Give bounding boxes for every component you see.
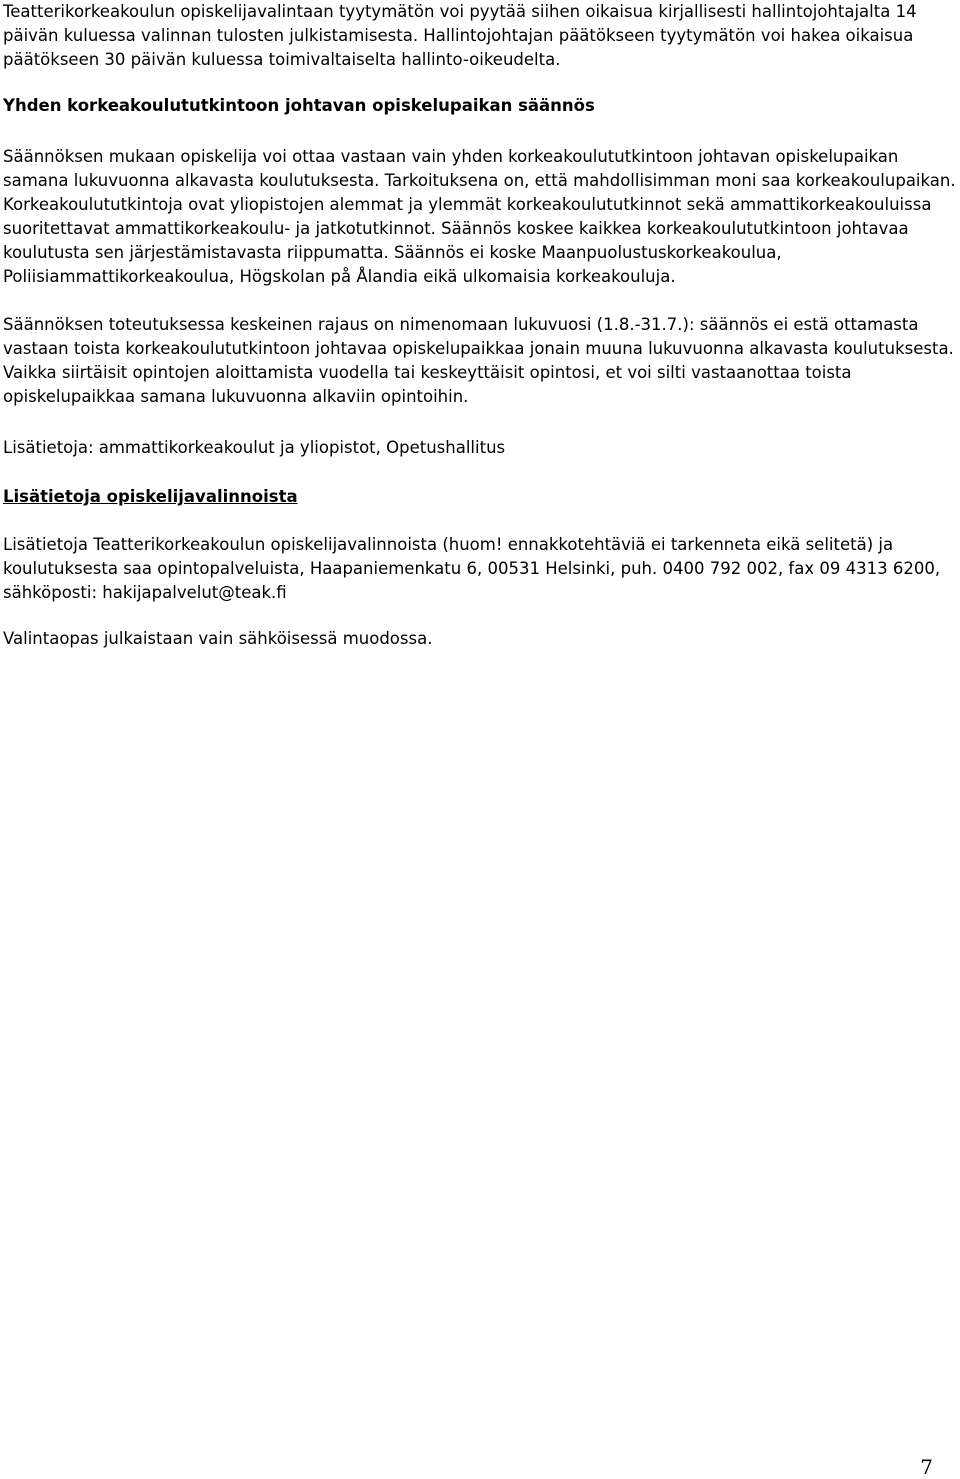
paragraph-line: suoritettavat ammattikorkeakoulu- ja jatkotutkinnot. Säännös koskee kaikkea korkeakoulututkintoon johtavaa <box>3 219 909 238</box>
paragraph-line: Lisätietoja Teatterikorkeakoulun opiskelijavalinnoista (huom! ennakkotehtäviä ei tarkenneta eikä selitetä) ja <box>3 535 894 554</box>
paragraph-line: Korkeakoulututkintoja ovat yliopistojen alemmat ja ylemmät korkeakoulututkinnot sekä ammattikorkeakouluissa <box>3 195 932 214</box>
page-number: 7 <box>920 1455 933 1479</box>
academic-year-paragraph <box>3 313 954 409</box>
section-heading-admissions-info: Lisätietoja opiskelijavalinnoista <box>3 487 298 506</box>
paragraph-line: Lisätietoja: ammattikorkeakoulut ja yliopistot, Opetushallitus <box>3 438 506 457</box>
paragraph-line: vastaan toista korkeakoulututkintoon johtavaa opiskelupaikkaa jonain muuna lukuvuonna alkavasta koulutuksesta. <box>3 339 954 358</box>
section-heading-single-study-place: Yhden korkeakoulututkintoon johtavan opiskelupaikan säännös <box>3 96 595 115</box>
paragraph-line: koulutusta sen järjestämistavasta riippumatta. Säännös ei koske Maanpuolustuskorkeakoulua, <box>3 243 782 262</box>
paragraph-line: Säännöksen toteutuksessa keskeinen rajaus on nimenomaan lukuvuosi (1.8.-31.7.): säännös ei estä ottamasta <box>3 315 919 334</box>
regulation-paragraph <box>3 145 956 289</box>
intro-line: Teatterikorkeakoulun opiskelijavalintaan tyytymätön voi pyytää siihen oikaisua kirjallisesti hallintojohtajalta 14 <box>3 2 917 21</box>
paragraph-line: samana lukuvuonna alkavasta koulutuksesta. Tarkoituksena on, että mahdollisimman moni saa korkeakoulupaikan. <box>3 171 956 190</box>
paragraph-line: Säännöksen mukaan opiskelija voi ottaa vastaan vain yhden korkeakoulututkintoon johtavan opiskelupaikan <box>3 147 899 166</box>
guide-note-paragraph <box>3 627 432 651</box>
more-info-paragraph <box>3 436 505 460</box>
paragraph-line: Vaikka siirtäisit opintojen aloittamista vuodella tai keskeyttäisit opintosi, et voi silti vastaanottaa toista <box>3 363 852 382</box>
paragraph-line: Valintaopas julkaistaan vain sähköisessä muodossa. <box>3 629 433 648</box>
intro-line: päätökseen 30 päivän kuluessa toimivaltaiselta hallinto-oikeudelta. <box>3 50 561 69</box>
paragraph-line: koulutuksesta saa opintopalveluista, Haapaniemenkatu 6, 00531 Helsinki, puh. 0400 792 002, fax 09 4313 6200, <box>3 559 941 578</box>
contact-paragraph <box>3 533 940 605</box>
paragraph-line: Poliisiammattikorkeakoulua, Högskolan på Ålandia eikä ulkomaisia korkeakouluja. <box>3 267 676 286</box>
paragraph-line: opiskelupaikkaa samana lukuvuonna alkaviin opintoihin. <box>3 387 469 406</box>
paragraph-line: sähköposti: hakijapalvelut@teak.fi <box>3 583 287 602</box>
intro-paragraph <box>3 0 917 72</box>
intro-line: päivän kuluessa valinnan tulosten julkistamisesta. Hallintojohtajan päätökseen tyytymätön voi hakea oikaisua <box>3 26 914 45</box>
